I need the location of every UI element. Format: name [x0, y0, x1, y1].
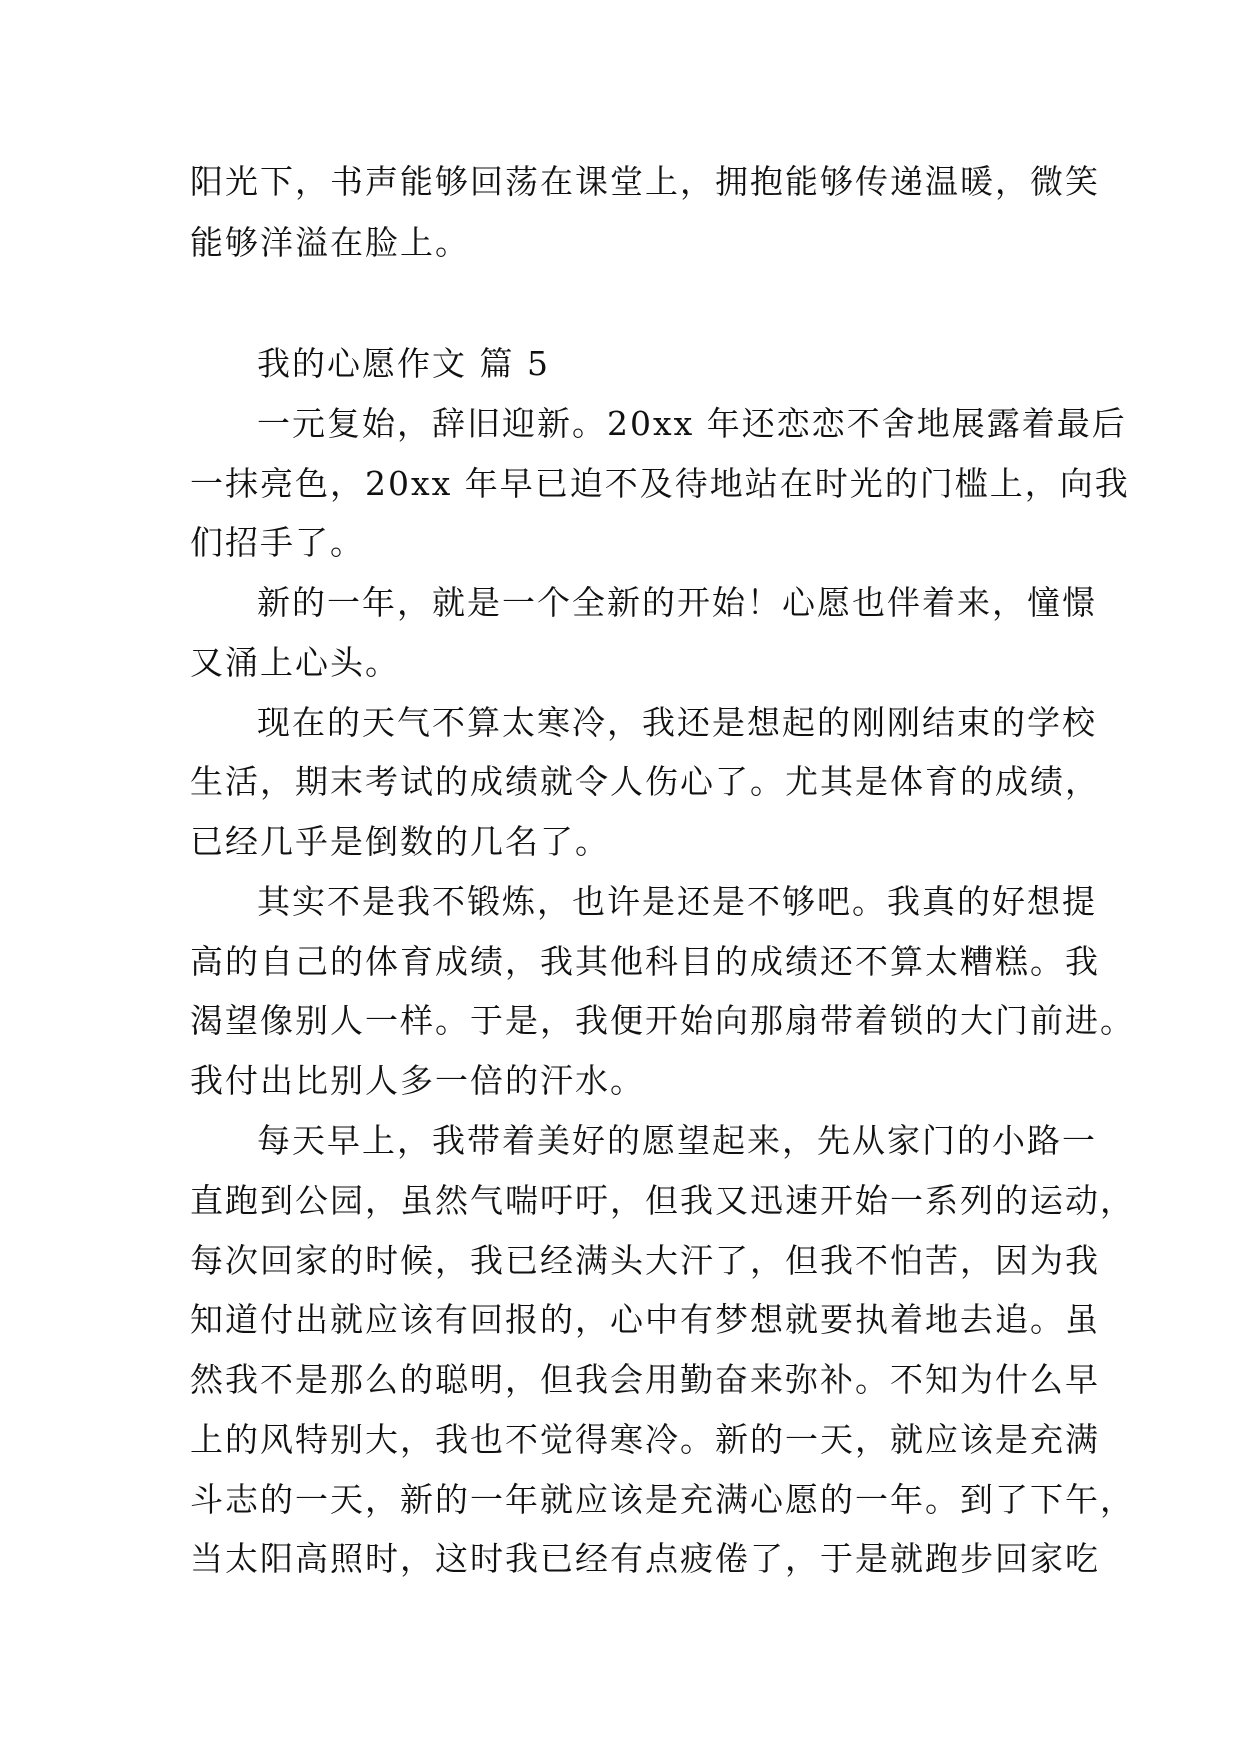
text-line: 一元复始，辞旧迎新。20xx 年还恋恋不舍地展露着最后: [257, 404, 1127, 443]
text-line: 知道付出就应该有回报的，心中有梦想就要执着地去追。虽: [190, 1300, 1100, 1339]
text-line: 斗志的一天，新的一年就应该是充满心愿的一年。到了下午，: [190, 1480, 1135, 1519]
text-line: 现在的天气不算太寒冷，我还是想起的刚刚结束的学校: [257, 703, 1097, 742]
text-line: 我付出比别人多一倍的汗水。: [190, 1061, 645, 1100]
text-line: 生活，期末考试的成绩就令人伤心了。尤其是体育的成绩，: [190, 762, 1100, 801]
text-line: 已经几乎是倒数的几名了。: [190, 822, 610, 861]
text-line: 高的自己的体育成绩，我其他科目的成绩还不算太糟糕。我: [190, 942, 1100, 981]
text-line: 一抹亮色，20xx 年早已迫不及待地站在时光的门槛上，向我: [190, 464, 1130, 503]
text-line: 们招手了。: [190, 523, 365, 562]
text-line: 然我不是那么的聪明，但我会用勤奋来弥补。不知为什么早: [190, 1360, 1100, 1399]
text-line: 渴望像别人一样。于是，我便开始向那扇带着锁的大门前进。: [190, 1001, 1135, 1040]
text-line: 阳光下，书声能够回荡在课堂上，拥抱能够传递温暖，微笑: [190, 162, 1100, 201]
section-heading: 我的心愿作文 篇 5: [257, 344, 550, 383]
text-line: 直跑到公园，虽然气喘吁吁，但我又迅速开始一系列的运动，: [190, 1181, 1135, 1220]
text-line: 当太阳高照时，这时我已经有点疲倦了，于是就跑步回家吃: [190, 1539, 1100, 1578]
text-line: 上的风特别大，我也不觉得寒冷。新的一天，就应该是充满: [190, 1420, 1100, 1459]
text-line: 又涌上心头。: [190, 643, 400, 682]
text-line: 其实不是我不锻炼，也许是还是不够吧。我真的好想提: [257, 882, 1097, 921]
text-line: 新的一年，就是一个全新的开始！心愿也伴着来，憧憬: [257, 583, 1097, 622]
text-line: 每天早上，我带着美好的愿望起来，先从家门的小路一: [257, 1121, 1097, 1160]
text-line: 能够洋溢在脸上。: [190, 223, 470, 262]
text-line: 每次回家的时候，我已经满头大汗了，但我不怕苦，因为我: [190, 1241, 1100, 1280]
